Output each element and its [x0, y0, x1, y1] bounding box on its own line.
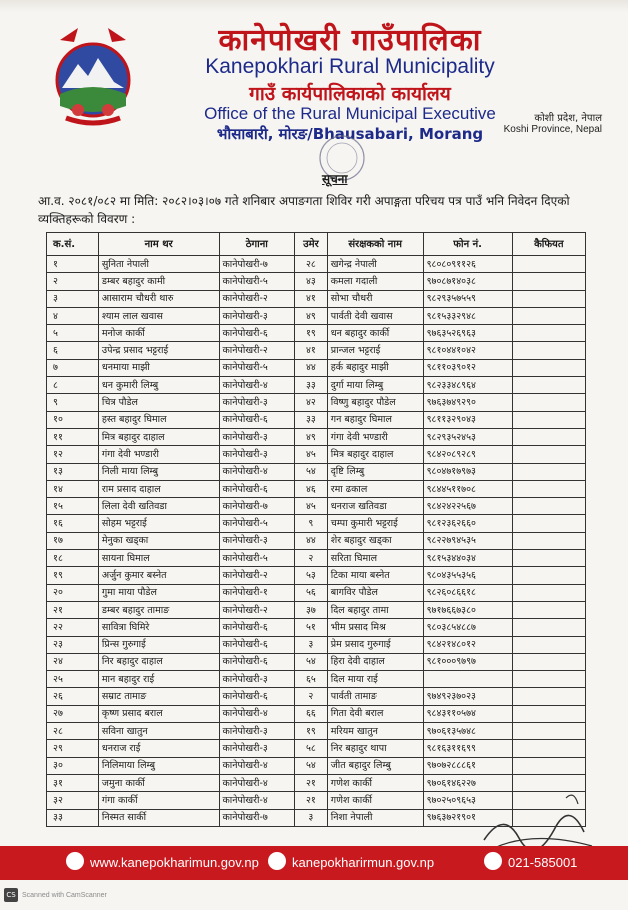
- row-serial: ३: [47, 290, 99, 307]
- row-age: १९: [295, 325, 328, 342]
- row-guardian: टिका माया बस्नेत: [327, 567, 423, 584]
- row-age: ३७: [295, 601, 328, 618]
- row-name: जमुना कार्की: [98, 774, 219, 791]
- row-serial: ९: [47, 394, 99, 411]
- row-serial: ८: [47, 377, 99, 394]
- row-name: मान बहादुर राई: [98, 671, 219, 688]
- row-remarks: [512, 377, 585, 394]
- row-address: कानेपोखरी-४: [219, 757, 295, 774]
- row-address: कानेपोखरी-६: [219, 688, 295, 705]
- email-icon: [268, 852, 286, 870]
- row-remarks: [512, 705, 585, 722]
- row-remarks: [512, 636, 585, 653]
- row-serial: २९: [47, 740, 99, 757]
- intro-paragraph: आ.व. २०८१/०८२ मा मिति: २०८२।०३।०७ गते शनिबार अपाङगता शिविर गरी अपाङ्गता परिचय पत्र पाउँ भनि निवेदन दिएको व्यक्तिहरूको विवरण :: [38, 194, 570, 226]
- row-serial: ३२: [47, 792, 99, 809]
- row-serial: २३: [47, 636, 99, 653]
- row-age: २८: [295, 256, 328, 273]
- row-name: निली माया लिम्बु: [98, 463, 219, 480]
- row-phone: ९७०६१४६२२७: [423, 774, 512, 791]
- globe-icon: [66, 852, 84, 870]
- row-address: कानेपोखरी-४: [219, 377, 295, 394]
- row-remarks: [512, 757, 585, 774]
- municipality-emblem-icon: [48, 22, 138, 132]
- row-address: कानेपोखरी-७: [219, 498, 295, 515]
- row-age: ५४: [295, 653, 328, 670]
- row-remarks: [512, 515, 585, 532]
- row-phone: ९८१६३११६९९: [423, 740, 512, 757]
- row-name: प्रिन्स गुरुगाई: [98, 636, 219, 653]
- row-phone: [423, 671, 512, 688]
- table-row: [47, 636, 586, 653]
- row-remarks: [512, 342, 585, 359]
- row-address: कानेपोखरी-६: [219, 653, 295, 670]
- row-age: ३३: [295, 377, 328, 394]
- table-row: [47, 428, 586, 445]
- row-phone: ९८१०००९७९७: [423, 653, 512, 670]
- row-name: हस्त बहादुर घिमाल: [98, 411, 219, 428]
- row-age: ५८: [295, 740, 328, 757]
- subject-line: सूचना: [322, 172, 348, 186]
- row-guardian: खगेन्द्र नेपाली: [327, 256, 423, 273]
- row-name: निर बहादुर दाहाल: [98, 653, 219, 670]
- row-remarks: [512, 671, 585, 688]
- row-phone: ९७६३७२१९०१: [423, 809, 512, 826]
- row-age: ४५: [295, 498, 328, 515]
- row-serial: २२: [47, 619, 99, 636]
- row-guardian: धन बहादुर कार्की: [327, 325, 423, 342]
- row-phone: ९८१२३६२६६०: [423, 515, 512, 532]
- row-guardian: निर बहादुर थापा: [327, 740, 423, 757]
- row-age: ४४: [295, 532, 328, 549]
- row-phone: ९८११०३९०१२: [423, 359, 512, 376]
- table-row: [47, 688, 586, 705]
- table-row: [47, 325, 586, 342]
- row-age: ४१: [295, 290, 328, 307]
- table-row: [47, 550, 586, 567]
- row-guardian: निशा नेपाली: [327, 809, 423, 826]
- row-serial: ५: [47, 325, 99, 342]
- row-address: कानेपोखरी-३: [219, 446, 295, 463]
- row-name: सोहम भट्टराई: [98, 515, 219, 532]
- row-address: कानेपोखरी-१: [219, 584, 295, 601]
- row-phone: ९८२३३४८९६४: [423, 377, 512, 394]
- table-row: [47, 256, 586, 273]
- row-remarks: [512, 740, 585, 757]
- row-serial: ३१: [47, 774, 99, 791]
- row-phone: ९७१७६६७३८०: [423, 601, 512, 618]
- row-age: ५१: [295, 619, 328, 636]
- row-guardian: गणेश कार्की: [327, 792, 423, 809]
- row-age: ४४: [295, 359, 328, 376]
- row-phone: ९८०४७१७९७३: [423, 463, 512, 480]
- row-serial: १६: [47, 515, 99, 532]
- row-phone: ९८२९३५७५५९: [423, 290, 512, 307]
- row-age: ४३: [295, 273, 328, 290]
- row-serial: ६: [47, 342, 99, 359]
- row-address: कानेपोखरी-२: [219, 567, 295, 584]
- table-row: [47, 567, 586, 584]
- row-remarks: [512, 567, 585, 584]
- row-address: कानेपोखरी-७: [219, 256, 295, 273]
- row-remarks: [512, 446, 585, 463]
- row-address: कानेपोखरी-४: [219, 463, 295, 480]
- row-name: कृष्ण प्रसाद बराल: [98, 705, 219, 722]
- row-name: डम्बर बहादुर कामी: [98, 273, 219, 290]
- row-guardian: दिल माया राई: [327, 671, 423, 688]
- row-remarks: [512, 653, 585, 670]
- row-address: कानेपोखरी-२: [219, 290, 295, 307]
- row-age: ५४: [295, 463, 328, 480]
- table-row: [47, 498, 586, 515]
- row-guardian: जीत बहादुर लिम्बु: [327, 757, 423, 774]
- row-name: धन कुमारी लिम्बु: [98, 377, 219, 394]
- row-remarks: [512, 550, 585, 567]
- row-age: ४९: [295, 307, 328, 324]
- row-name: गुमा माया पौडेल: [98, 584, 219, 601]
- row-address: कानेपोखरी-२: [219, 342, 295, 359]
- row-age: ५६: [295, 584, 328, 601]
- row-phone: ९८२९३५२४५३: [423, 428, 512, 445]
- top-band: [0, 0, 628, 12]
- header-name: नाम थर: [98, 233, 219, 256]
- scanner-watermark: Scanned with CamScanner: [22, 892, 107, 899]
- row-remarks: [512, 498, 585, 515]
- row-guardian: हिरा देवी दाहाल: [327, 653, 423, 670]
- row-phone: ९८११३२९०४३: [423, 411, 512, 428]
- row-serial: २५: [47, 671, 99, 688]
- row-remarks: [512, 273, 585, 290]
- row-age: ४२: [295, 394, 328, 411]
- table-row: [47, 273, 586, 290]
- table-row: [47, 723, 586, 740]
- row-serial: २७: [47, 705, 99, 722]
- table-row: [47, 740, 586, 757]
- row-remarks: [512, 601, 585, 618]
- row-phone: ९८४२०८९२८९: [423, 446, 512, 463]
- row-serial: ३३: [47, 809, 99, 826]
- footer-phone: 021-585001: [508, 855, 578, 870]
- row-remarks: [512, 619, 585, 636]
- row-guardian: पार्वती तामाङ: [327, 688, 423, 705]
- row-guardian: मित्र बहादुर दाहाल: [327, 446, 423, 463]
- row-phone: ९८०८०९११२६: [423, 256, 512, 273]
- row-serial: १९: [47, 567, 99, 584]
- row-name: श्याम लाल खवास: [98, 307, 219, 324]
- row-remarks: [512, 480, 585, 497]
- table-row: [47, 377, 586, 394]
- row-age: १९: [295, 723, 328, 740]
- row-phone: ९७०७२८८८६१: [423, 757, 512, 774]
- row-phone: ९८२६०८६६१८: [423, 584, 512, 601]
- row-phone: ९७०६१३५७४८: [423, 723, 512, 740]
- table-row: [47, 342, 586, 359]
- footer-email[interactable]: kanepokharirmun.gov.np: [292, 855, 435, 870]
- row-guardian: सोभा चौधरी: [327, 290, 423, 307]
- row-guardian: गिता देवी बराल: [327, 705, 423, 722]
- row-name: निलिमाया लिम्बु: [98, 757, 219, 774]
- row-age: ६५: [295, 671, 328, 688]
- row-name: गंगा देवी भण्डारी: [98, 446, 219, 463]
- row-age: ४१: [295, 342, 328, 359]
- row-age: ४९: [295, 428, 328, 445]
- row-phone: ९८४४५११७०८: [423, 480, 512, 497]
- row-address: कानेपोखरी-५: [219, 359, 295, 376]
- row-name: सायना घिमाल: [98, 550, 219, 567]
- row-address: कानेपोखरी-५: [219, 515, 295, 532]
- row-remarks: [512, 394, 585, 411]
- row-name: धनमाया माझी: [98, 359, 219, 376]
- office-name-np: गाउँ कार्यपालिकाको कार्यालय: [249, 83, 451, 105]
- row-name: मेनुका खड्का: [98, 532, 219, 549]
- row-age: ४६: [295, 480, 328, 497]
- row-serial: ३०: [47, 757, 99, 774]
- row-guardian: गन बहादुर घिमाल: [327, 411, 423, 428]
- row-remarks: [512, 325, 585, 342]
- row-remarks: [512, 359, 585, 376]
- row-remarks: [512, 688, 585, 705]
- header-phone: फोन नं.: [423, 233, 512, 256]
- row-guardian: विष्णु बहादुर पौडेल: [327, 394, 423, 411]
- row-name: राम प्रसाद दाहाल: [98, 480, 219, 497]
- row-name: गंगा कार्की: [98, 792, 219, 809]
- municipality-name-np: कानेपोखरी गाउँपालिका: [218, 23, 482, 58]
- table-row: [47, 619, 586, 636]
- row-phone: ९७६३५२६९६३: [423, 325, 512, 342]
- row-age: २१: [295, 774, 328, 791]
- table-row: [47, 480, 586, 497]
- row-phone: ९८१५३३२९४८: [423, 307, 512, 324]
- row-remarks: [512, 256, 585, 273]
- row-address: कानेपोखरी-६: [219, 480, 295, 497]
- row-name: लिला देवी खतिवडा: [98, 498, 219, 515]
- row-address: कानेपोखरी-२: [219, 601, 295, 618]
- row-serial: १४: [47, 480, 99, 497]
- row-address: कानेपोखरी-४: [219, 792, 295, 809]
- row-age: ३: [295, 809, 328, 826]
- camscanner-logo-icon: CS: [4, 888, 18, 902]
- row-serial: १०: [47, 411, 99, 428]
- row-phone: ९७०२५०९६५३: [423, 792, 512, 809]
- row-serial: १७: [47, 532, 99, 549]
- row-name: उपेन्द्र प्रसाद भट्टराई: [98, 342, 219, 359]
- header-age: उमेर: [295, 233, 328, 256]
- row-address: कानेपोखरी-४: [219, 705, 295, 722]
- row-serial: २४: [47, 653, 99, 670]
- row-serial: ७: [47, 359, 99, 376]
- row-serial: २८: [47, 723, 99, 740]
- row-guardian: भीम प्रसाद मिश्र: [327, 619, 423, 636]
- row-phone: ९७४९२३७०२३: [423, 688, 512, 705]
- row-address: कानेपोखरी-३: [219, 723, 295, 740]
- row-name: आसाराम चौधरी थारु: [98, 290, 219, 307]
- table-row: [47, 757, 586, 774]
- row-age: ४५: [295, 446, 328, 463]
- row-phone: ९७०८७१४०३८: [423, 273, 512, 290]
- row-guardian: चम्पा कुमारी भट्टराई: [327, 515, 423, 532]
- row-name: डम्बर बहादुर तामाङ: [98, 601, 219, 618]
- row-remarks: [512, 428, 585, 445]
- row-name: मित्र बहादुर दाहाल: [98, 428, 219, 445]
- row-guardian: मरियम खातुन: [327, 723, 423, 740]
- row-phone: ९७६३७४९२९०: [423, 394, 512, 411]
- table-row: [47, 463, 586, 480]
- row-remarks: [512, 584, 585, 601]
- table-row: [47, 671, 586, 688]
- row-age: २: [295, 550, 328, 567]
- row-guardian: दृष्टि लिम्बु: [327, 463, 423, 480]
- footer-website[interactable]: www.kanepokharimun.gov.np: [90, 855, 259, 870]
- row-phone: ९८४२४२२५६७: [423, 498, 512, 515]
- row-phone: ९८४२१४८०१२: [423, 636, 512, 653]
- row-address: कानेपोखरी-६: [219, 411, 295, 428]
- row-address: कानेपोखरी-७: [219, 809, 295, 826]
- row-guardian: धनराज खतिवडा: [327, 498, 423, 515]
- row-name: सम्राट तामाङ: [98, 688, 219, 705]
- row-serial: १२: [47, 446, 99, 463]
- row-guardian: कमला गदाली: [327, 273, 423, 290]
- row-guardian: दिल बहादुर तामा: [327, 601, 423, 618]
- phone-icon: [484, 852, 502, 870]
- row-remarks: [512, 290, 585, 307]
- row-age: ५३: [295, 567, 328, 584]
- row-address: कानेपोखरी-५: [219, 550, 295, 567]
- table-row: [47, 705, 586, 722]
- row-serial: २१: [47, 601, 99, 618]
- row-guardian: शेर बहादुर खड्का: [327, 532, 423, 549]
- row-guardian: पार्वती देवी खवास: [327, 307, 423, 324]
- row-serial: ४: [47, 307, 99, 324]
- row-age: ९: [295, 515, 328, 532]
- row-phone: ९८२२७९४५३५: [423, 532, 512, 549]
- row-phone: ९८१५३४४०३४: [423, 550, 512, 567]
- row-guardian: प्रान्जल भट्टराई: [327, 342, 423, 359]
- row-serial: १५: [47, 498, 99, 515]
- row-address: कानेपोखरी-५: [219, 273, 295, 290]
- row-guardian: गंगा देवी भण्डारी: [327, 428, 423, 445]
- row-serial: १३: [47, 463, 99, 480]
- table-row: [47, 584, 586, 601]
- header-serial: क.सं.: [47, 233, 99, 256]
- row-serial: २: [47, 273, 99, 290]
- row-age: ६६: [295, 705, 328, 722]
- row-phone: ९८१०४४१०४२: [423, 342, 512, 359]
- row-serial: २०: [47, 584, 99, 601]
- table-row: [47, 411, 586, 428]
- row-phone: ९८०३८५४८८७: [423, 619, 512, 636]
- row-remarks: [512, 532, 585, 549]
- row-serial: २६: [47, 688, 99, 705]
- row-name: निस्मत सार्की: [98, 809, 219, 826]
- row-address: कानेपोखरी-३: [219, 740, 295, 757]
- office-address: भौसाबारी, मोरङ/Bhausabari, Morang: [216, 125, 484, 143]
- row-address: कानेपोखरी-६: [219, 636, 295, 653]
- row-remarks: [512, 723, 585, 740]
- row-phone: ९८०४३५५३५६: [423, 567, 512, 584]
- row-address: कानेपोखरी-४: [219, 774, 295, 791]
- header-remarks: कैफियत: [512, 233, 585, 256]
- row-address: कानेपोखरी-३: [219, 394, 295, 411]
- row-serial: ११: [47, 428, 99, 445]
- row-address: कानेपोखरी-३: [219, 671, 295, 688]
- row-address: कानेपोखरी-६: [219, 619, 295, 636]
- row-guardian: रमा ढकाल: [327, 480, 423, 497]
- province-en: Koshi Province, Nepal: [503, 124, 602, 135]
- table-row: [47, 515, 586, 532]
- province-np: कोशी प्रदेश, नेपाल: [534, 113, 602, 124]
- row-age: २१: [295, 792, 328, 809]
- row-address: कानेपोखरी-३: [219, 307, 295, 324]
- row-age: ५४: [295, 757, 328, 774]
- row-guardian: बागविर पौडेल: [327, 584, 423, 601]
- table-row: [47, 394, 586, 411]
- row-name: धनराज राई: [98, 740, 219, 757]
- row-guardian: दुर्गा माया लिम्बु: [327, 377, 423, 394]
- office-name-en: Office of the Rural Municipal Executive: [204, 104, 496, 123]
- header-guardian: संरक्षकको नाम: [327, 233, 423, 256]
- municipality-name-en: Kanepokhari Rural Municipality: [205, 55, 495, 78]
- table-row: [47, 653, 586, 670]
- row-age: ३: [295, 636, 328, 653]
- row-name: सुनिता नेपाली: [98, 256, 219, 273]
- table-header-row: [47, 233, 586, 256]
- row-remarks: [512, 463, 585, 480]
- header-address: ठेगाना: [219, 233, 295, 256]
- table-row: [47, 290, 586, 307]
- table-row: [47, 359, 586, 376]
- table-row: [47, 307, 586, 324]
- row-serial: १८: [47, 550, 99, 567]
- row-address: कानेपोखरी-३: [219, 532, 295, 549]
- row-phone: ९८४३११०५७४: [423, 705, 512, 722]
- table-row: [47, 601, 586, 618]
- row-name: चित्र पौडेल: [98, 394, 219, 411]
- row-age: ३३: [295, 411, 328, 428]
- table-row: [47, 446, 586, 463]
- row-serial: १: [47, 256, 99, 273]
- footer-bar: [0, 846, 628, 880]
- row-remarks: [512, 307, 585, 324]
- row-name: सविना खातुन: [98, 723, 219, 740]
- row-guardian: सरिता घिमाल: [327, 550, 423, 567]
- row-guardian: गणेश कार्की: [327, 774, 423, 791]
- row-address: कानेपोखरी-३: [219, 428, 295, 445]
- row-name: अर्जुन कुमार बस्नेत: [98, 567, 219, 584]
- applicants-table: [46, 232, 586, 827]
- row-age: २: [295, 688, 328, 705]
- row-guardian: प्रेम प्रसाद गुरुगाई: [327, 636, 423, 653]
- row-remarks: [512, 411, 585, 428]
- table-row: [47, 532, 586, 549]
- row-name: मनोज कार्की: [98, 325, 219, 342]
- row-guardian: हर्क बहादुर माझी: [327, 359, 423, 376]
- row-name: सावित्रा घिमिरे: [98, 619, 219, 636]
- row-address: कानेपोखरी-६: [219, 325, 295, 342]
